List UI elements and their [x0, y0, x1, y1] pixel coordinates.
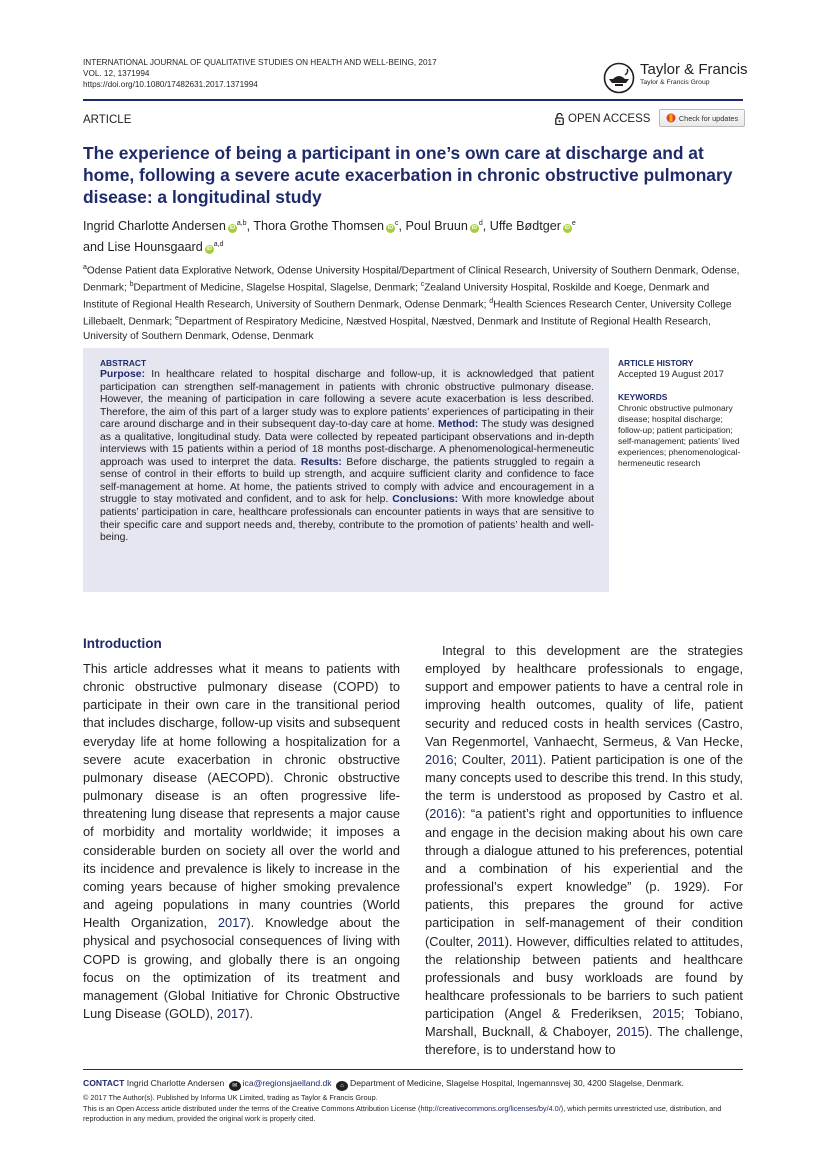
contact-address: Department of Medicine, Slagelse Hospital, Ingemannsvej 30, 4200 Slagelse, Denmark.: [350, 1078, 684, 1088]
contact-line: [83, 1077, 753, 1091]
open-access-badge: [555, 113, 650, 125]
contact-label: CONTACT: [83, 1078, 125, 1088]
publisher-name: Taylor & Francis: [640, 61, 748, 78]
citation-link[interactable]: 2016: [429, 806, 458, 822]
author-name[interactable]: and Lise Hounsgaard: [83, 239, 203, 254]
citation-link[interactable]: 2015: [616, 1024, 645, 1040]
orcid-icon[interactable]: iD: [229, 225, 236, 232]
citation-link[interactable]: 2017: [217, 915, 247, 931]
conclusions-text: With more knowledge about patients’ participation in care, healthcare professionals can encounter patients in ways that are sensitive to their specific care and support needs and, thereby, contribute to the promotion of patients’ health and well-being.: [100, 494, 595, 544]
article-title: The experience of being a participant in one’s own care at discharge and at home, following a severe acute exacerbation in chronic obstructive pulmonary disease: a longitudinal study: [83, 143, 733, 207]
method-text: The study was designed as a qualitative, longitudinal study. Data were collected by repeated participant observations and in-depth interviews with 15 patients within a period of 18 months post-discharge. A phenomenological-hermeneutic approach was used to interpret the data.: [100, 419, 594, 468]
author-name[interactable]: Ingrid Charlotte Andersen: [83, 219, 226, 234]
author-name[interactable]: Poul Bruun: [405, 219, 468, 234]
author-name[interactable]: Uffe Bødtger: [489, 219, 561, 234]
abstract: [100, 358, 594, 545]
contact-name: Ingrid Charlotte Andersen: [126, 1078, 225, 1088]
affiliation-text: Department of Medicine, Slagelse Hospital, Slagelse, Denmark;: [133, 282, 421, 294]
author-affiliation-marker: a,d: [213, 240, 224, 248]
abstract-heading: ABSTRACT: [100, 358, 147, 368]
purpose-label: Purpose:: [100, 369, 146, 380]
license-notice: © 2017 The Author(s). Published by Informa UK Limited, trading as Taylor & Francis Group. This is an Open Access article distributed under the terms of the Creative Commons Attribution License (http://creativecommons.org/licenses/by/4.0/), which permits unrestricted use, distribution, and reproduction in any medium, provided the original work is properly cited.: [83, 1093, 753, 1125]
results-label: Results:: [300, 456, 342, 468]
header-divider: [83, 99, 743, 101]
check-for-updates-label: Check for updates: [678, 113, 739, 123]
open-access-label: OPEN ACCESS: [568, 113, 651, 125]
open-lock-icon: [555, 113, 564, 125]
author-affiliation-marker: c: [395, 220, 399, 227]
footer-divider: [83, 1069, 743, 1070]
orcid-icon[interactable]: iD: [471, 225, 478, 232]
citation-link[interactable]: 2017: [216, 1005, 246, 1021]
contact-email-link[interactable]: ica@regionsjaelland.dk: [242, 1078, 332, 1088]
body-column-right: Integral to this development are the strategies employed by healthcare professionals to engage, support and empower patients to have a central role in improving health outcomes, quality of life, patient security and reduced costs in health services (Castro, Van Regenmortel, Vanhaecht, Sermeus, & Van Hecke, 2016; Coulter, 2011). Patient participation is one of the many concepts used to describe this trend. In this study, the term is understood as proposed by Castro et al. (2016): “a patient’s right and opportunities to influence and engage in the decision making about his own care through a dialogue attuned to his preferences, potential and a combination of his experiential and the professional’s expert knowledge” (p. 1929). For patients, this prepares the ground for active participation in self-management of their condition (Coulter, 2011). However, difficulties related to attitudes, the relationship between patients and healthcare professionals and busy workloads are found by healthcare professionals to be barriers to such patient participation (Angel & Frederiksen, 2015; Tobiano, Marshall, Bucknall, & Chaboyer, 2015). The challenge, therefore, is to understand how to: [425, 643, 744, 1058]
affiliation-text: Odense Patient data Explorative Network, Odense University Hospital/Department of Clinical Research, University of Southern Denmark, Odense, Denmark;: [83, 265, 740, 294]
citation-link[interactable]: 2016: [425, 751, 454, 767]
affiliations: $^a$Odense Patient data Explorative Network, Odense University Hospital/Department of Clinical Research, University of Southern Denmark, Odense, Denmark; $^b$Department of Medicine, Slagelse Hospital, Slagelse, Denmark; $^c$Zealand University Hospital, Roskilde and Koege, Denmark and Institute of Regional Health Research, University of Southern Denmark, Odense Denmark; $^d$Health Sciences Research Center, University College Lillebaelt, Denmark; $^e$Department of Respiratory Medicine, Næstved Hospital, Næstved, Denmark and Institute of Regional Health Research, University of Southern Denmark, Odense, Denmark: [83, 264, 740, 342]
article-metadata-panel: [618, 358, 748, 469]
author-list: Ingrid Charlotte Andersen iD$^{a,b}$, Thora Grothe Thomsen $iD^c$, Poul Bruun $iD^d$, Uffe Bødtger $iD^e$ and Lise Hounsgaard iD$^{a,d}$: [83, 219, 576, 254]
author-affiliation-marker: a,b: [236, 220, 247, 227]
purpose-text: In healthcare related to hospital discharge and follow-up, it is acknowledged that patient participation can strengthen self-management in patients with chronic obstructive pulmonary disease. However, the meaning of participation in care following a severe acute exacerbation is less described. Therefore, the aim of this part of a larger study was to explore patients’ experiences of participating in their care around discharge and in their subsequent day-to-day care at home.: [100, 369, 594, 431]
author-affiliation-marker: d: [478, 220, 483, 227]
keywords-heading: KEYWORDS: [618, 392, 668, 402]
author-affiliation-marker: e: [571, 220, 576, 227]
check-for-updates-button[interactable]: [659, 109, 745, 127]
journal-header: [83, 57, 437, 91]
affiliation-text: Department of Respiratory Medicine, Næstved Hospital, Næstved, Denmark and Institute of Regional Health Research, University of Southern Denmark, Odense, Denmark: [83, 316, 711, 342]
body-column-left: This article addresses what it means to patients with chronic obstructive pulmonary disease (COPD) to participate in their own care in the transitional period that includes discharge, follow-up visits and subsequent everyday life at home following a hospitalization for a severe acute exacerbation in chronic obstructive pulmonary disease (AECOPD). Chronic obstructive pulmonary disease is an often progressive life-threatening lung disease that represents a major cause of morbidity and mortality worldwide; it imposes a considerable burden on society all over the world and its incidence and prevalence is likely to increase in the coming years because of higher smoking prevalence and ageing populations in many countries (World Health Organization, 2017). Knowledge about the physical and psychosocial consequences of living with COPD is growing, and globally there is an ongoing focus on the optimization of its treatment and management (Global Initiative for Chronic Obstructive Lung Disease (GOLD), 2017).: [83, 661, 400, 1021]
orcid-icon[interactable]: iD: [206, 245, 212, 252]
citation-link[interactable]: 2011: [477, 933, 505, 949]
crossmark-icon: [666, 113, 676, 123]
results-text: Before discharge, the patients struggled to regain a sense of control in their efforts to build up strength, and acquire sufficient clarity and confidence to face self-management at home. At home, the patients strived to comply with advice and encouragement in a struggle to stay motivated and confident, and to ask for help.: [100, 456, 594, 506]
method-label: Method:: [437, 419, 479, 431]
publisher-group: Taylor & Francis Group: [640, 79, 710, 86]
affiliation-text: Health Sciences Research Center, University College Lillebaelt, Denmark;: [83, 299, 732, 328]
journal-volume: VOL. 12, 1371994: [83, 69, 150, 79]
conclusions-label: Conclusions:: [392, 494, 459, 506]
introduction-heading: Introduction: [83, 636, 162, 651]
taylor-francis-lamp-icon: [603, 62, 635, 94]
orcid-icon[interactable]: iD: [564, 225, 571, 232]
doi-link[interactable]: https://doi.org/10.1080/17482631.2017.1371994: [83, 80, 258, 90]
email-icon: ✉: [229, 1081, 241, 1091]
address-icon: ⌂: [336, 1081, 348, 1091]
keywords-list: Chronic obstructive pulmonary disease; hospital discharge; follow-up; patient participation; self-management; patients’ lived experiences; phenomenological-hermeneutic research: [618, 403, 741, 468]
orcid-icon[interactable]: iD: [387, 225, 394, 232]
journal-name: INTERNATIONAL JOURNAL OF QUALITATIVE STUDIES ON HEALTH AND WELL-BEING, 2017: [83, 58, 437, 67]
copyright-text: © 2017 The Author(s). Published by Informa UK Limited, trading as Taylor & Francis Group.: [83, 1093, 378, 1102]
article-type-label: ARTICLE: [83, 114, 132, 126]
citation-link[interactable]: 2011: [510, 751, 539, 767]
affiliation-text: Zealand University Hospital, Roskilde and Koege, Denmark and Institute of Regional Health Research, University of Southern Denmark, Odense Denmark;: [83, 282, 710, 311]
accepted-date: Accepted 19 August 2017: [618, 369, 724, 379]
article-history-heading: ARTICLE HISTORY: [618, 358, 694, 368]
author-name[interactable]: Thora Grothe Thomsen: [253, 219, 385, 234]
license-link[interactable]: http://creativecommons.org/licenses/by/4.0/: [420, 1103, 561, 1113]
citation-link[interactable]: 2015: [652, 1006, 681, 1022]
